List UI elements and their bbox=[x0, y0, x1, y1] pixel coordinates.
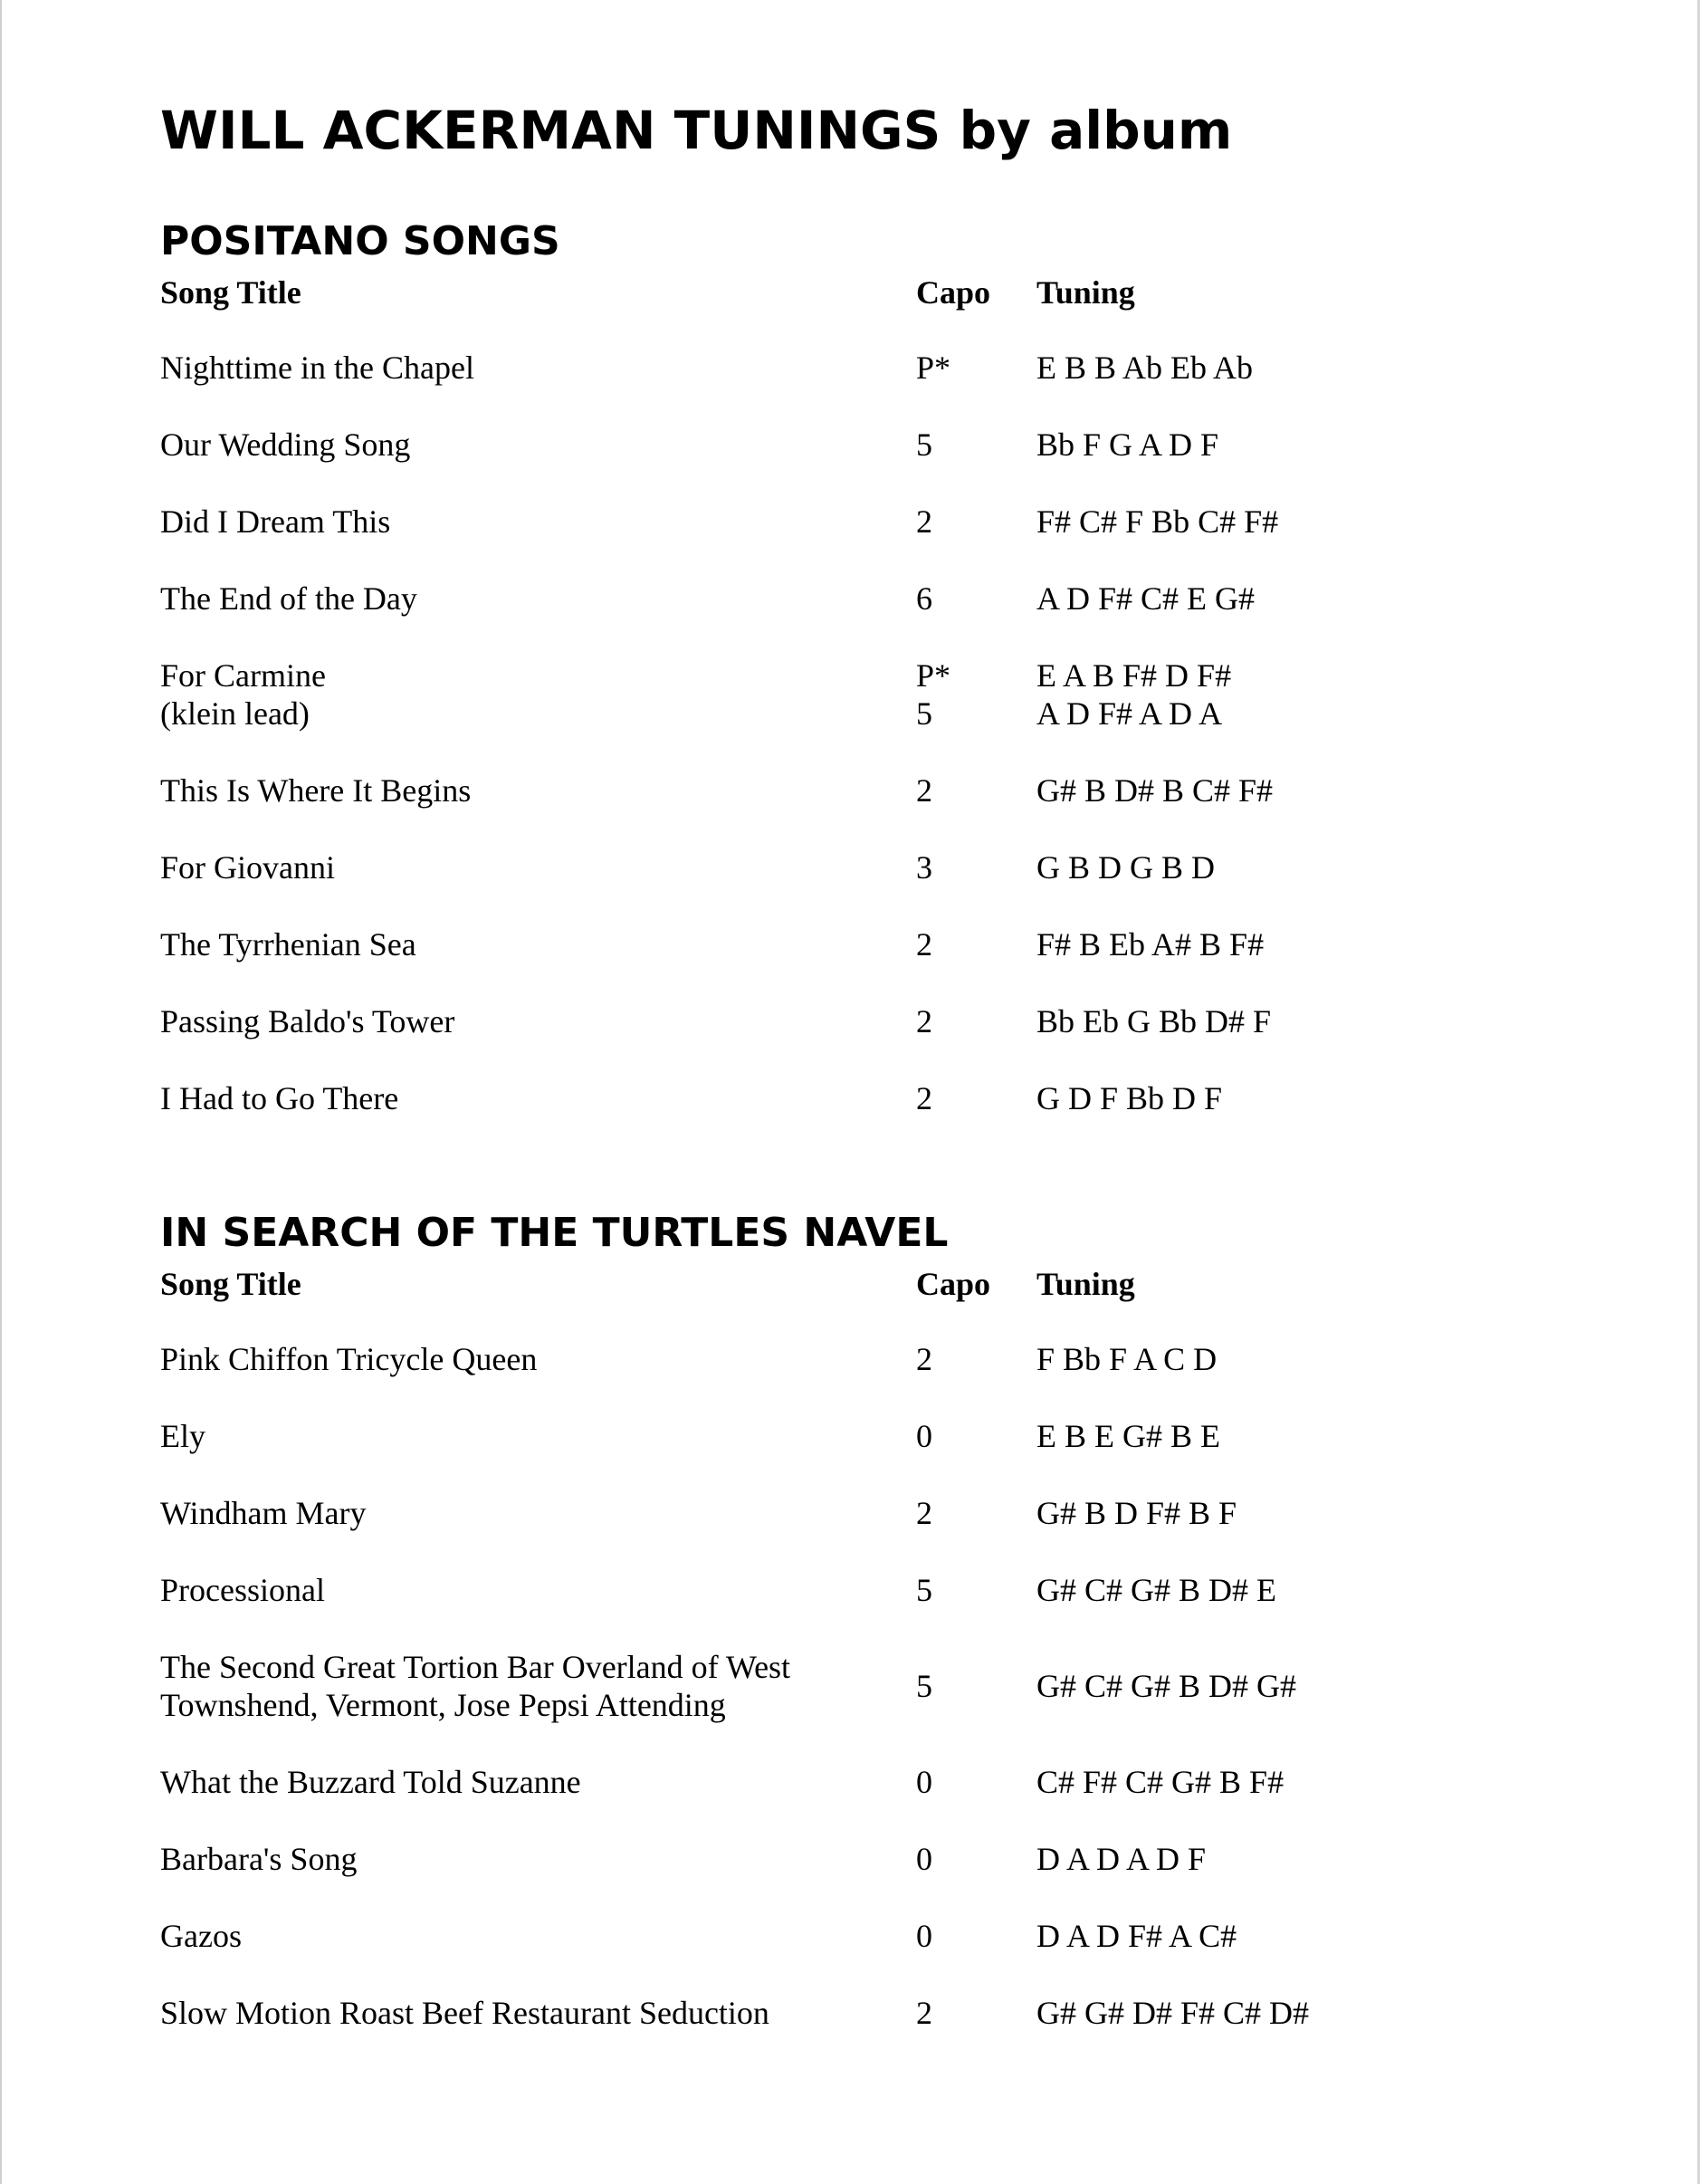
song-title-line: Our Wedding Song bbox=[160, 426, 411, 463]
tuning-value-line: E B B Ab Eb Ab bbox=[1036, 350, 1254, 386]
tuning-value-line: G# B D# B C# F# bbox=[1036, 772, 1274, 809]
song-title bbox=[160, 771, 916, 809]
song-row bbox=[160, 925, 1609, 963]
capo-value-line: 0 bbox=[916, 1918, 932, 1954]
capo-value-line: P* bbox=[916, 657, 951, 694]
song-title bbox=[160, 426, 916, 464]
tuning-value bbox=[1036, 1840, 1206, 1878]
song-title-line: Windham Mary bbox=[160, 1495, 367, 1531]
column-header-song-title: Song Title bbox=[160, 1266, 301, 1302]
tuning-value bbox=[1036, 1340, 1217, 1378]
capo-value bbox=[916, 1763, 1036, 1801]
capo-value bbox=[916, 1917, 1036, 1955]
song-list bbox=[160, 1340, 1609, 2071]
tuning-value-line: E B E G# B E bbox=[1036, 1418, 1220, 1454]
document-title: WILL ACKERMAN TUNINGS by album bbox=[160, 100, 1233, 161]
song-title-line: Gazos bbox=[160, 1918, 242, 1954]
tuning-value-line: G# G# D# F# C# D# bbox=[1036, 1995, 1310, 2031]
song-title-line: (klein lead) bbox=[160, 695, 310, 732]
capo-value-line: 2 bbox=[916, 926, 932, 963]
capo-value bbox=[916, 503, 1036, 541]
song-row bbox=[160, 1648, 1609, 1724]
song-row bbox=[160, 1994, 1609, 2032]
tuning-value-line: G# C# G# B D# E bbox=[1036, 1572, 1277, 1608]
song-list bbox=[160, 349, 1609, 1156]
capo-value-line: 2 bbox=[916, 503, 932, 540]
capo-value bbox=[916, 925, 1036, 963]
song-title-line: Pink Chiffon Tricycle Queen bbox=[160, 1341, 538, 1377]
song-row bbox=[160, 771, 1609, 809]
tuning-value-line: G D F Bb D F bbox=[1036, 1080, 1223, 1116]
capo-value-line: 2 bbox=[916, 1995, 932, 2031]
capo-value-line: 0 bbox=[916, 1841, 932, 1877]
capo-value-line: 5 bbox=[916, 426, 932, 463]
song-row bbox=[160, 1494, 1609, 1532]
capo-value bbox=[916, 1079, 1036, 1117]
song-title-line: This Is Where It Begins bbox=[160, 772, 472, 809]
song-title bbox=[160, 1917, 916, 1955]
song-row bbox=[160, 1002, 1609, 1040]
tuning-value-line: A D F# A D A bbox=[1036, 695, 1223, 732]
song-title bbox=[160, 1648, 916, 1724]
song-title bbox=[160, 580, 916, 618]
song-title bbox=[160, 1994, 916, 2032]
column-header-capo: Capo bbox=[916, 274, 991, 311]
capo-value bbox=[916, 848, 1036, 886]
tuning-value-line: F# B Eb A# B F# bbox=[1036, 926, 1265, 963]
tuning-value bbox=[1036, 1763, 1284, 1801]
song-title-line: The End of the Day bbox=[160, 580, 417, 617]
song-title-line: Processional bbox=[160, 1572, 325, 1608]
column-header-song-title: Song Title bbox=[160, 274, 301, 311]
song-row bbox=[160, 503, 1609, 541]
capo-value bbox=[916, 1571, 1036, 1609]
song-title-line: What the Buzzard Told Suzanne bbox=[160, 1764, 581, 1800]
song-row bbox=[160, 848, 1609, 886]
song-title-line: Did I Dream This bbox=[160, 503, 391, 540]
capo-value bbox=[916, 1002, 1036, 1040]
tuning-value bbox=[1036, 580, 1255, 618]
tuning-value-line: F# C# F Bb C# F# bbox=[1036, 503, 1279, 540]
song-title-line: The Tyrrhenian Sea bbox=[160, 926, 416, 963]
capo-value bbox=[916, 771, 1036, 809]
song-title bbox=[160, 1340, 916, 1378]
tuning-value bbox=[1036, 1917, 1237, 1955]
tuning-value bbox=[1036, 1002, 1271, 1040]
capo-value bbox=[916, 656, 1036, 733]
tuning-value bbox=[1036, 771, 1273, 809]
tuning-value bbox=[1036, 426, 1218, 464]
album-title: POSITANO SONGS bbox=[160, 218, 560, 264]
capo-value bbox=[916, 1994, 1036, 2032]
song-row bbox=[160, 1079, 1609, 1117]
song-row bbox=[160, 1417, 1609, 1455]
capo-value bbox=[916, 1840, 1036, 1878]
tuning-value bbox=[1036, 848, 1215, 886]
song-row bbox=[160, 1840, 1609, 1878]
capo-value bbox=[916, 426, 1036, 464]
capo-value bbox=[916, 1340, 1036, 1378]
song-title-line: For Giovanni bbox=[160, 849, 335, 886]
song-title-line: Passing Baldo's Tower bbox=[160, 1003, 455, 1039]
song-title-line: Ely bbox=[160, 1418, 205, 1454]
capo-value bbox=[916, 1667, 1036, 1705]
capo-value-line: P* bbox=[916, 350, 951, 386]
song-title bbox=[160, 1840, 916, 1878]
song-row bbox=[160, 1571, 1609, 1609]
capo-value-line: 2 bbox=[916, 772, 932, 809]
tuning-value-line: G# C# G# B D# G# bbox=[1036, 1668, 1297, 1704]
column-header-tuning: Tuning bbox=[1036, 274, 1135, 311]
song-title-line: The Second Great Tortion Bar Overland of West bbox=[160, 1649, 791, 1685]
song-row bbox=[160, 1340, 1609, 1378]
tuning-value-line: G B D G B D bbox=[1036, 849, 1216, 886]
tuning-value bbox=[1036, 1494, 1237, 1532]
tuning-value-line: D A D A D F bbox=[1036, 1841, 1207, 1877]
capo-value-line: 3 bbox=[916, 849, 932, 886]
tuning-value-line: G# B D F# B F bbox=[1036, 1495, 1237, 1531]
song-row bbox=[160, 580, 1609, 618]
song-title-line: Barbara's Song bbox=[160, 1841, 358, 1877]
song-title bbox=[160, 1571, 916, 1609]
tuning-value bbox=[1036, 503, 1278, 541]
tuning-value bbox=[1036, 656, 1231, 733]
capo-value-line: 2 bbox=[916, 1003, 932, 1039]
capo-value-line: 0 bbox=[916, 1764, 932, 1800]
song-title-line: Slow Motion Roast Beef Restaurant Seduction bbox=[160, 1995, 769, 2031]
column-header-tuning: Tuning bbox=[1036, 1266, 1135, 1302]
tuning-value bbox=[1036, 1994, 1309, 2032]
capo-value-line: 5 bbox=[916, 695, 932, 732]
capo-value-line: 5 bbox=[916, 1572, 932, 1608]
capo-value-line: 0 bbox=[916, 1418, 932, 1454]
capo-value-line: 2 bbox=[916, 1341, 932, 1377]
song-title bbox=[160, 503, 916, 541]
capo-value-line: 5 bbox=[916, 1668, 932, 1704]
album-title: IN SEARCH OF THE TURTLES NAVEL bbox=[160, 1210, 949, 1256]
tuning-value bbox=[1036, 1417, 1220, 1455]
song-title bbox=[160, 1079, 916, 1117]
song-title bbox=[160, 848, 916, 886]
tuning-value-line: Bb Eb G Bb D# F bbox=[1036, 1003, 1272, 1039]
song-title-line: For Carmine bbox=[160, 657, 326, 694]
tuning-value-line: D A D F# A C# bbox=[1036, 1918, 1237, 1954]
capo-value bbox=[916, 349, 1036, 387]
song-row bbox=[160, 1917, 1609, 1955]
song-title bbox=[160, 1494, 916, 1532]
song-title bbox=[160, 1763, 916, 1801]
capo-value-line: 2 bbox=[916, 1495, 932, 1531]
tuning-value-line: Bb F G A D F bbox=[1036, 426, 1219, 463]
song-title-line: Nighttime in the Chapel bbox=[160, 350, 474, 386]
song-title bbox=[160, 1002, 916, 1040]
page-left-edge bbox=[0, 0, 2, 2184]
song-row bbox=[160, 426, 1609, 464]
song-row bbox=[160, 656, 1609, 733]
capo-value bbox=[916, 1494, 1036, 1532]
capo-value-line: 6 bbox=[916, 580, 932, 617]
song-title bbox=[160, 656, 916, 733]
tuning-value-line: A D F# C# E G# bbox=[1036, 580, 1256, 617]
song-row bbox=[160, 349, 1609, 387]
tuning-value bbox=[1036, 925, 1264, 963]
capo-value-line: 2 bbox=[916, 1080, 932, 1116]
tuning-value-line: E A B F# D F# bbox=[1036, 657, 1232, 694]
tuning-value bbox=[1036, 1571, 1276, 1609]
tuning-value-line: F Bb F A C D bbox=[1036, 1341, 1218, 1377]
tuning-value-line: C# F# C# G# B F# bbox=[1036, 1764, 1285, 1800]
song-title-line: Townshend, Vermont, Jose Pepsi Attending bbox=[160, 1687, 726, 1723]
song-title bbox=[160, 925, 916, 963]
song-row bbox=[160, 1763, 1609, 1801]
tuning-value bbox=[1036, 1667, 1296, 1705]
song-title bbox=[160, 349, 916, 387]
song-title-line: I Had to Go There bbox=[160, 1080, 399, 1116]
tuning-value bbox=[1036, 349, 1253, 387]
tuning-value bbox=[1036, 1079, 1222, 1117]
song-title bbox=[160, 1417, 916, 1455]
capo-value bbox=[916, 1417, 1036, 1455]
column-header-capo: Capo bbox=[916, 1266, 991, 1302]
capo-value bbox=[916, 580, 1036, 618]
